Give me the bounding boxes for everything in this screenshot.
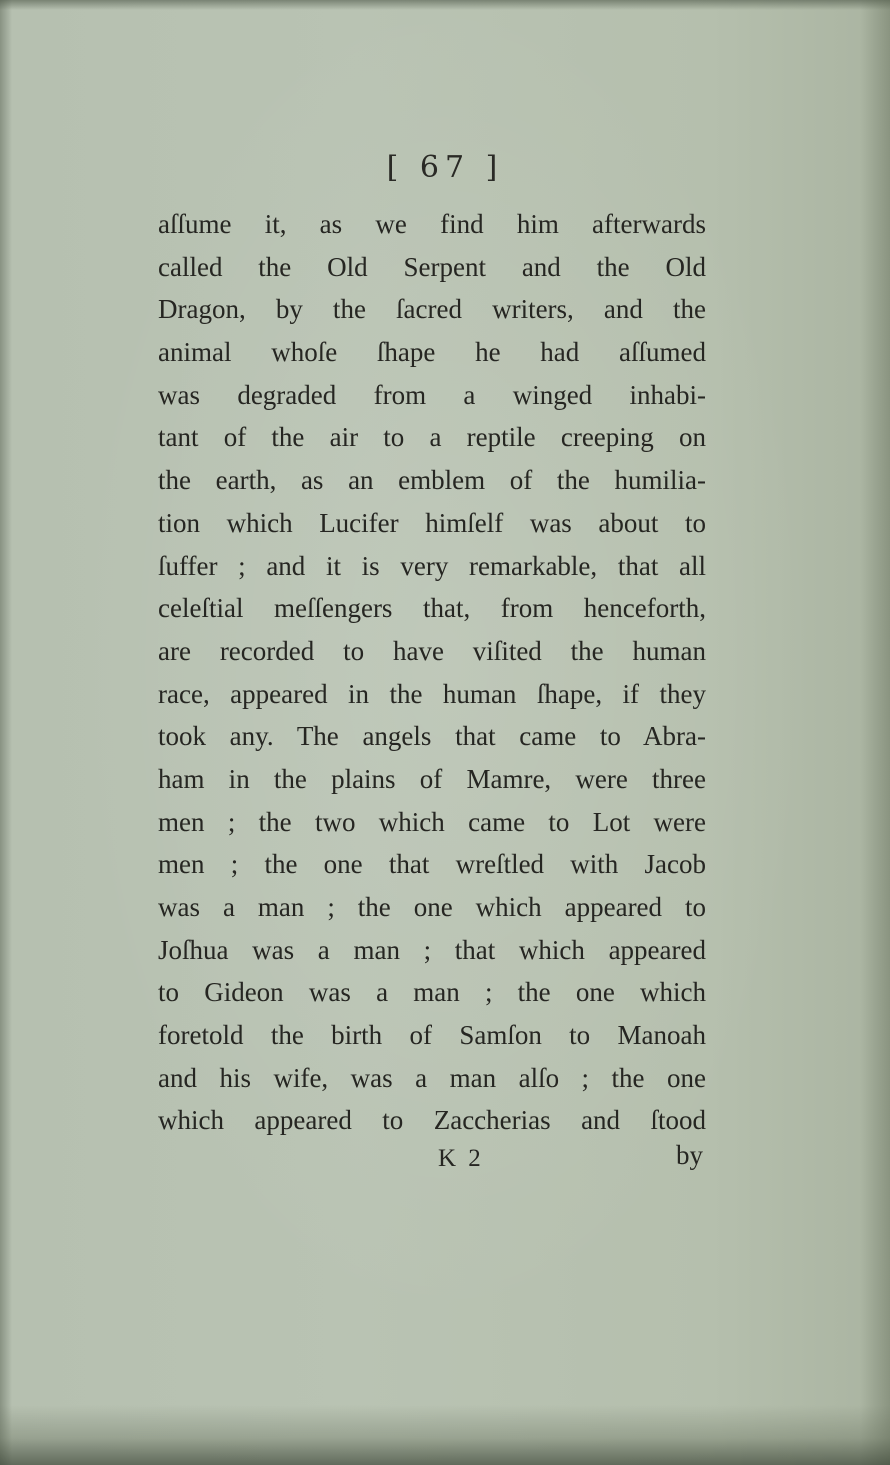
page-edge-shadow-right	[860, 0, 890, 1465]
text-line: was degraded from a winged inhabi-	[158, 379, 706, 410]
page-edge-shadow-top	[0, 0, 890, 10]
text-line: tant of the air to a reptile creeping on	[158, 422, 706, 453]
text-line: Joſhua was a man ; that which appeared	[158, 934, 706, 965]
text-line: race, appeared in the human ſhape, if they	[158, 678, 706, 709]
text-line: ham in the plains of Mamre, were three	[158, 763, 706, 794]
page-edge-shadow-left	[0, 0, 12, 1465]
text-line: men ; the one that wreſtled with Jacob	[158, 849, 706, 880]
text-line: which appeared to Zaccherias and ſtood	[158, 1105, 706, 1136]
page-number: [ 67 ]	[386, 150, 504, 185]
text-line: are recorded to have viſited the human	[158, 635, 706, 666]
text-line: foretold the birth of Samſon to Manoah	[158, 1020, 706, 1051]
body-text	[158, 203, 706, 1142]
text-line: the earth, as an emblem of the humilia-	[158, 465, 706, 496]
catchword: by	[676, 1140, 703, 1170]
text-line: celeſtial meſſengers that, from henceforth,	[158, 593, 706, 624]
text-line: to Gideon was a man ; the one which	[158, 977, 706, 1008]
text-line: tion which Lucifer himſelf was about to	[158, 507, 706, 538]
text-line: aſſume it, as we find him afterwards	[158, 209, 706, 239]
signature-mark: K 2	[438, 1145, 484, 1172]
text-line: ſuffer ; and it is very remarkable, that all	[158, 550, 706, 581]
text-line: men ; the two which came to Lot were	[158, 806, 706, 837]
page-edge-shadow-bottom	[0, 1405, 890, 1465]
text-line: animal whoſe ſhape he had aſſumed	[158, 337, 706, 368]
text-line: was a man ; the one which appeared to	[158, 892, 706, 922]
text-line: took any. The angels that came to Abra-	[158, 721, 706, 752]
text-line: and his wife, was a man alſo ; the one	[158, 1062, 706, 1093]
text-line: Dragon, by the ſacred writers, and the	[158, 294, 706, 325]
text-line: called the Old Serpent and the Old	[158, 251, 706, 282]
